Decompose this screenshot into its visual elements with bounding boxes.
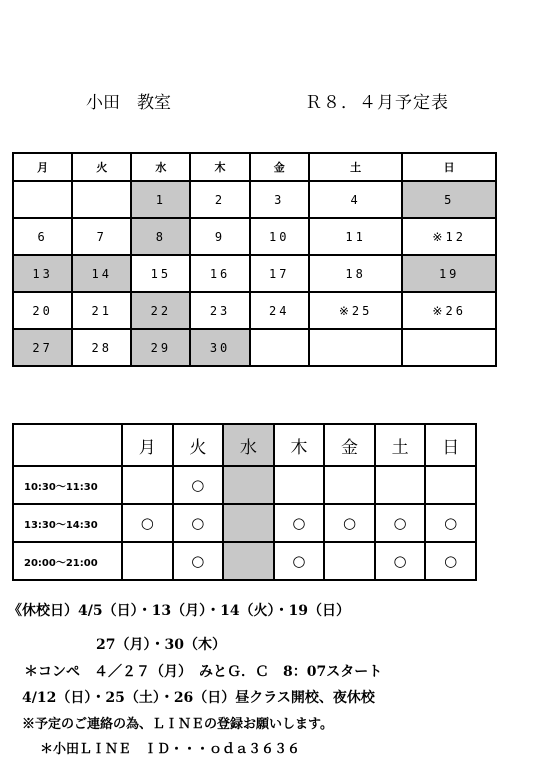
calendar-day-cell: ※25 <box>309 292 403 329</box>
calendar-day-cell: 19 <box>402 255 496 292</box>
class-mark-cell: ○ <box>425 504 476 542</box>
time-slot-label: 13:30〜14:30 <box>13 504 122 542</box>
calendar-day-cell: 24 <box>250 292 309 329</box>
class-mark-cell <box>223 504 274 542</box>
calendar-week-row <box>13 218 496 255</box>
calendar-day-cell: 1 <box>131 181 190 218</box>
calendar-day-cell: 5 <box>402 181 496 218</box>
schedule-weekday-sat: 土 <box>375 424 426 466</box>
day-class-note: 4/12（日）・25（土）・26（日）昼クラス開校、夜休校 <box>22 690 375 706</box>
schedule-weekday-thu: 木 <box>274 424 325 466</box>
calendar-day-cell <box>309 329 403 366</box>
class-mark-cell: ○ <box>173 504 224 542</box>
calendar-day-cell: 22 <box>131 292 190 329</box>
calendar-day-cell: ※26 <box>402 292 496 329</box>
class-mark-cell: ○ <box>173 542 224 580</box>
class-mark-cell: ○ <box>122 504 173 542</box>
schedule-weekday-mon: 月 <box>122 424 173 466</box>
calendar-day-cell <box>402 329 496 366</box>
schedule-row <box>13 504 476 542</box>
class-mark-cell: ○ <box>324 504 375 542</box>
class-mark-cell <box>122 542 173 580</box>
calendar-day-cell: 9 <box>190 218 249 255</box>
weekday-mon: 月 <box>13 153 72 181</box>
closed-days-note-continued: 27（月）・30（木） <box>96 637 226 653</box>
class-mark-cell <box>324 542 375 580</box>
class-mark-cell: ○ <box>274 542 325 580</box>
competition-note: ＊コンペ ４／２７（月） みとＧ．Ｃ 8：07スタート <box>24 664 383 680</box>
schedule-weekday-sun: 日 <box>425 424 476 466</box>
calendar-day-cell: 14 <box>72 255 131 292</box>
weekday-wed: 水 <box>131 153 190 181</box>
class-mark-cell <box>375 466 426 504</box>
calendar-day-cell: 10 <box>250 218 309 255</box>
calendar-week-row <box>13 181 496 218</box>
class-mark-cell <box>274 466 325 504</box>
class-mark-cell <box>223 542 274 580</box>
calendar-day-cell: 28 <box>72 329 131 366</box>
calendar-day-cell <box>72 181 131 218</box>
calendar-day-cell: 6 <box>13 218 72 255</box>
schedule-row <box>13 466 476 504</box>
class-mark-cell: ○ <box>375 504 426 542</box>
calendar-day-cell: 11 <box>309 218 403 255</box>
line-registration-note: ※予定のご連絡の為、ＬＩＮＥの登録お願いします。 <box>22 717 333 732</box>
schedule-weekday-tue: 火 <box>173 424 224 466</box>
calendar-day-cell: 18 <box>309 255 403 292</box>
line-id-note: ＊小田ＬＩＮＥ ＩＤ・・・ｏｄａ３６３６ <box>40 742 301 757</box>
calendar-week-row <box>13 255 496 292</box>
calendar-header-row <box>13 153 496 181</box>
calendar-day-cell: 23 <box>190 292 249 329</box>
weekday-sun: 日 <box>402 153 496 181</box>
calendar-day-cell: 17 <box>250 255 309 292</box>
class-mark-cell: ○ <box>375 542 426 580</box>
schedule-header-row <box>13 424 476 466</box>
calendar-day-cell: 27 <box>13 329 72 366</box>
calendar-day-cell: 30 <box>190 329 249 366</box>
schedule-row <box>13 542 476 580</box>
calendar-week-row <box>13 329 496 366</box>
class-mark-cell <box>425 466 476 504</box>
calendar-day-cell <box>250 329 309 366</box>
schedule-corner-cell <box>13 424 122 466</box>
closed-days-note: 《休校日）4/5（日）・13（月）・14（火）・19（日） <box>8 603 351 619</box>
class-mark-cell <box>122 466 173 504</box>
calendar-day-cell: ※12 <box>402 218 496 255</box>
calendar-day-cell: 8 <box>131 218 190 255</box>
class-mark-cell: ○ <box>425 542 476 580</box>
schedule-weekday-wed: 水 <box>223 424 274 466</box>
time-slot-label: 20:00〜21:00 <box>13 542 122 580</box>
calendar-day-cell: 7 <box>72 218 131 255</box>
class-mark-cell <box>324 466 375 504</box>
schedule-weekday-fri: 金 <box>324 424 375 466</box>
calendar-day-cell: 15 <box>131 255 190 292</box>
class-mark-cell: ○ <box>274 504 325 542</box>
calendar-day-cell: 29 <box>131 329 190 366</box>
monthly-calendar <box>12 152 497 367</box>
class-mark-cell <box>223 466 274 504</box>
page-title: Ｒ８．４月予定表 <box>305 93 449 113</box>
time-slot-label: 10:30〜11:30 <box>13 466 122 504</box>
calendar-day-cell <box>13 181 72 218</box>
calendar-week-row <box>13 292 496 329</box>
calendar-day-cell: 2 <box>190 181 249 218</box>
calendar-day-cell: 4 <box>309 181 403 218</box>
weekday-tue: 火 <box>72 153 131 181</box>
weekday-fri: 金 <box>250 153 309 181</box>
class-schedule-table <box>12 423 477 581</box>
calendar-day-cell: 16 <box>190 255 249 292</box>
calendar-day-cell: 21 <box>72 292 131 329</box>
calendar-day-cell: 3 <box>250 181 309 218</box>
class-mark-cell: ○ <box>173 466 224 504</box>
weekday-thu: 木 <box>190 153 249 181</box>
weekday-sat: 土 <box>309 153 403 181</box>
calendar-day-cell: 13 <box>13 255 72 292</box>
calendar-day-cell: 20 <box>13 292 72 329</box>
school-name: 小田 教室 <box>86 93 171 113</box>
